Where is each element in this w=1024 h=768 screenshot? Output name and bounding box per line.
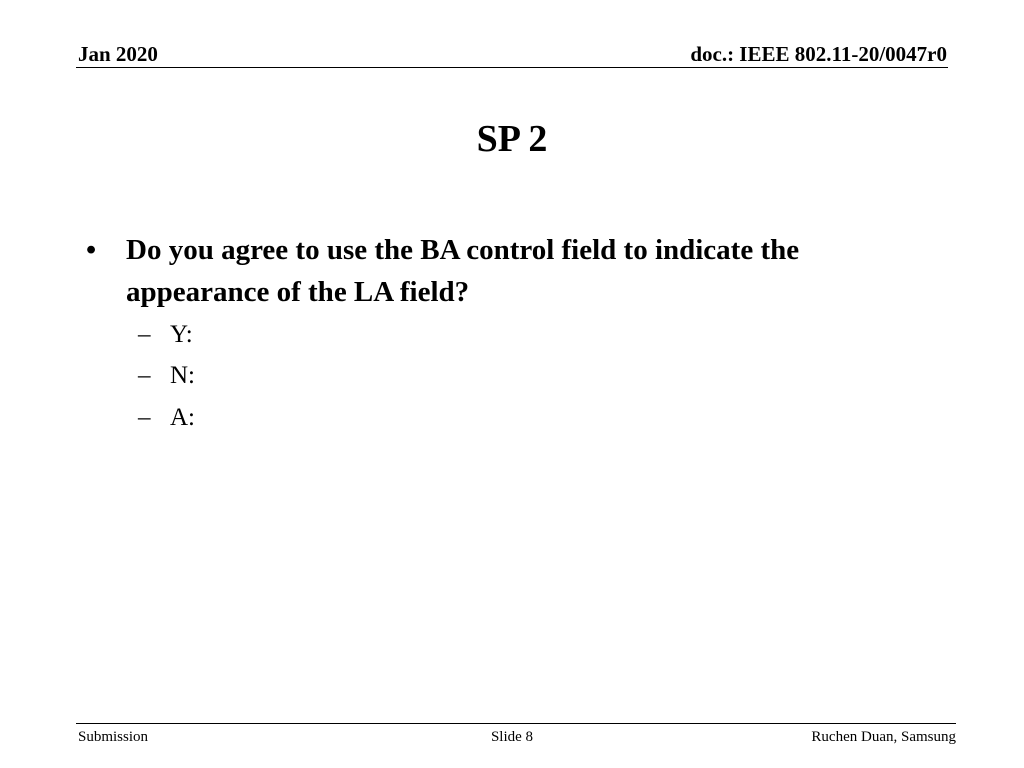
header-divider xyxy=(76,67,948,68)
footer-submission: Submission xyxy=(78,729,149,745)
slide-title: SP 2 xyxy=(476,118,548,160)
option-dash: – xyxy=(138,404,151,431)
header-date: Jan 2020 xyxy=(78,42,158,66)
option-label: A: xyxy=(170,404,195,431)
option-dash: – xyxy=(138,321,151,348)
footer-slide-number: Slide 8 xyxy=(490,729,534,745)
option-dash: – xyxy=(138,362,151,389)
footer-author: Ruchen Duan, Samsung xyxy=(811,729,956,745)
option-label: N: xyxy=(170,362,195,389)
option-abstain xyxy=(138,403,195,433)
option-label: Y: xyxy=(170,321,193,348)
question-text: Do you agree to use the BA control field to indicate the appearance of the LA field? xyxy=(126,234,800,308)
header-doc-id: doc.: IEEE 802.11-20/0047r0 xyxy=(690,42,947,66)
footer-divider xyxy=(76,723,956,724)
question-bullet xyxy=(86,229,936,313)
option-yes xyxy=(138,320,193,350)
option-no xyxy=(138,361,195,391)
bullet-marker: • xyxy=(86,234,97,266)
